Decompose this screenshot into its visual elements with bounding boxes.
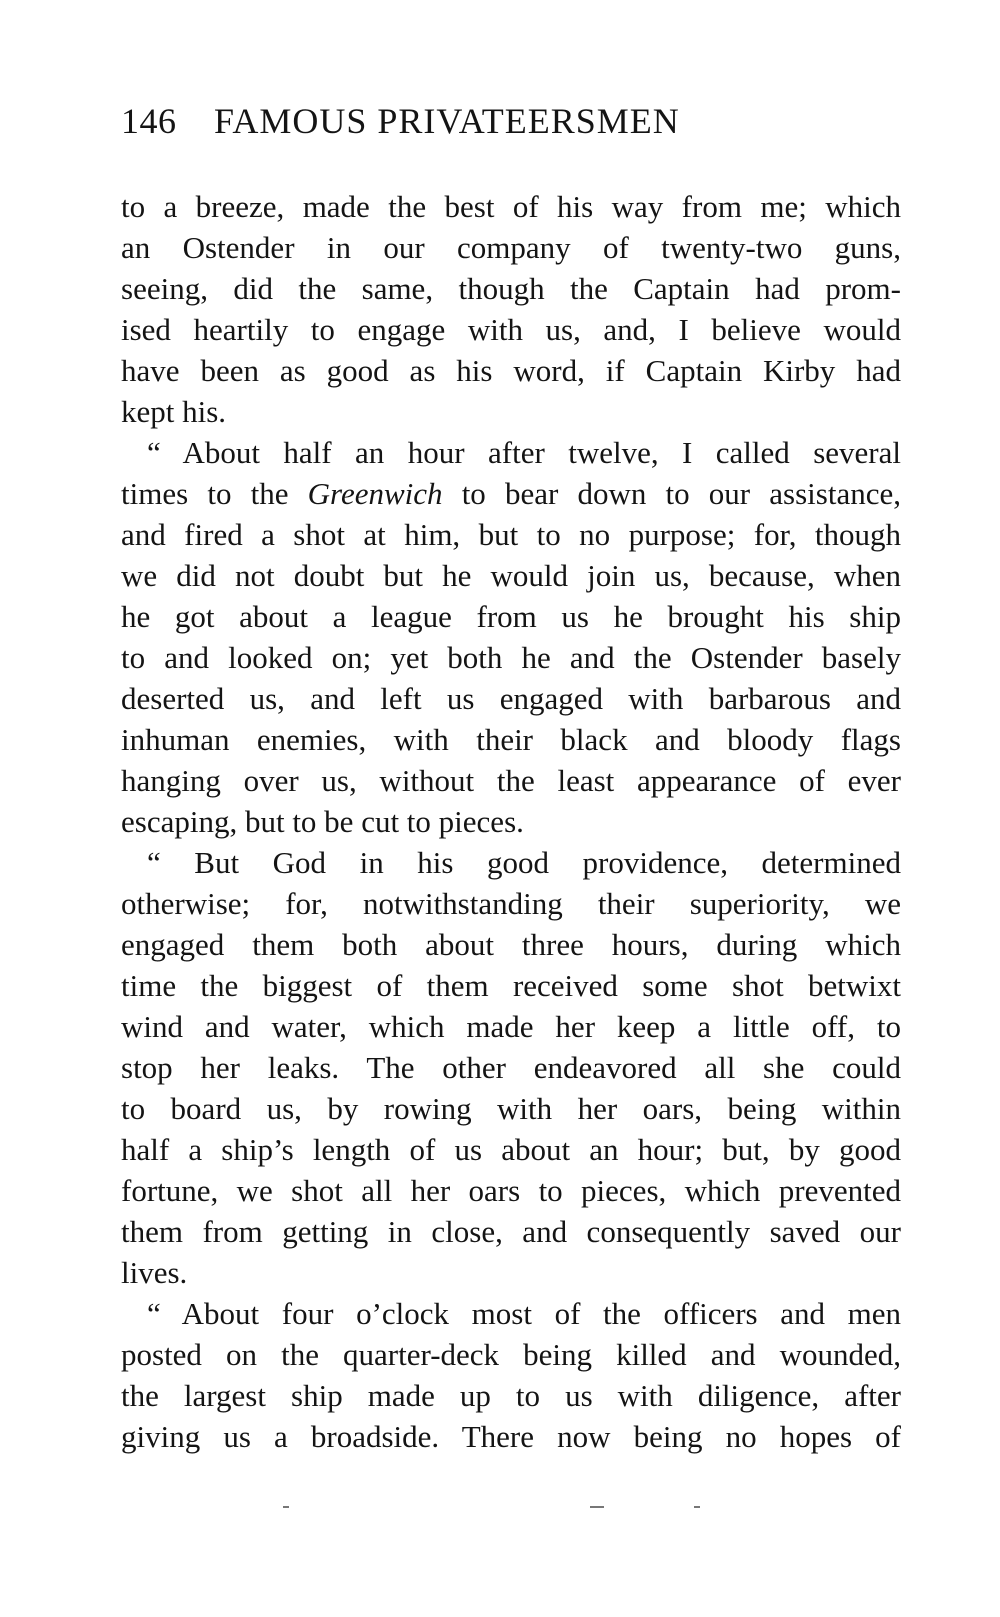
text-line: seeing, did the same, though the Captain had prom- (121, 271, 901, 306)
text-line: time the biggest of them received some shot betwixt (121, 968, 901, 1003)
ship-name-italic: Greenwich (307, 476, 443, 511)
text-line: have been as good as his word, if Captain Kirby had (121, 353, 901, 388)
text-line: “ About half an hour after twelve, I called several (147, 435, 901, 470)
text-line: to and looked on; yet both he and the Ostender basely (121, 640, 901, 675)
text-line (121, 473, 901, 514)
scan-mark (694, 1506, 700, 1508)
text-line: stop her leaks. The other endeavored all she could (121, 1050, 901, 1085)
text-line: “ About four o’clock most of the officers and men (147, 1296, 901, 1331)
page-header (121, 100, 911, 150)
text-line: giving us a broadside. There now being no hopes of (121, 1419, 901, 1454)
text-line: wind and water, which made her keep a little off, to (121, 1009, 901, 1044)
text-line: inhuman enemies, with their black and bloody flags (121, 722, 901, 757)
text-line: otherwise; for, notwithstanding their superiority, we (121, 886, 901, 921)
text-line: the largest ship made up to us with diligence, after (121, 1378, 901, 1413)
text-line: escaping, but to be cut to pieces. (121, 804, 524, 839)
body-text (121, 186, 901, 1457)
text-segment: times to the (121, 476, 308, 511)
text-line: to a breeze, made the best of his way from me; which (121, 189, 901, 224)
text-line: posted on the quarter-deck being killed and wounded, (121, 1337, 901, 1372)
text-line: and fired a shot at him, but to no purpose; for, though (121, 517, 901, 552)
text-line: “ But God in his good providence, determined (147, 845, 901, 880)
text-line: an Ostender in our company of twenty-two guns, (121, 230, 901, 265)
text-line: to board us, by rowing with her oars, being within (121, 1091, 901, 1126)
text-line: deserted us, and left us engaged with barbarous and (121, 681, 901, 716)
scan-mark (283, 1506, 289, 1508)
text-line: engaged them both about three hours, during which (121, 927, 901, 962)
text-line: he got about a league from us he brought his ship (121, 599, 901, 634)
text-line: lives. (121, 1255, 188, 1290)
text-line: fortune, we shot all her oars to pieces, which prevented (121, 1173, 901, 1208)
text-line: half a ship’s length of us about an hour; but, by good (121, 1132, 901, 1167)
scan-mark (590, 1506, 604, 1508)
text-line: kept his. (121, 394, 227, 429)
text-line: ised heartily to engage with us, and, I believe would (121, 312, 901, 347)
scan-marks (0, 1506, 1000, 1516)
text-line: we did not doubt but he would join us, because, when (121, 558, 901, 593)
page-number: 146 (121, 101, 177, 141)
text-line: hanging over us, without the least appearance of ever (121, 763, 901, 798)
text-line: them from getting in close, and consequently saved our (121, 1214, 901, 1249)
text-segment: to bear down to our assistance, (442, 476, 901, 511)
running-title: FAMOUS PRIVATEERSMEN (214, 101, 680, 141)
